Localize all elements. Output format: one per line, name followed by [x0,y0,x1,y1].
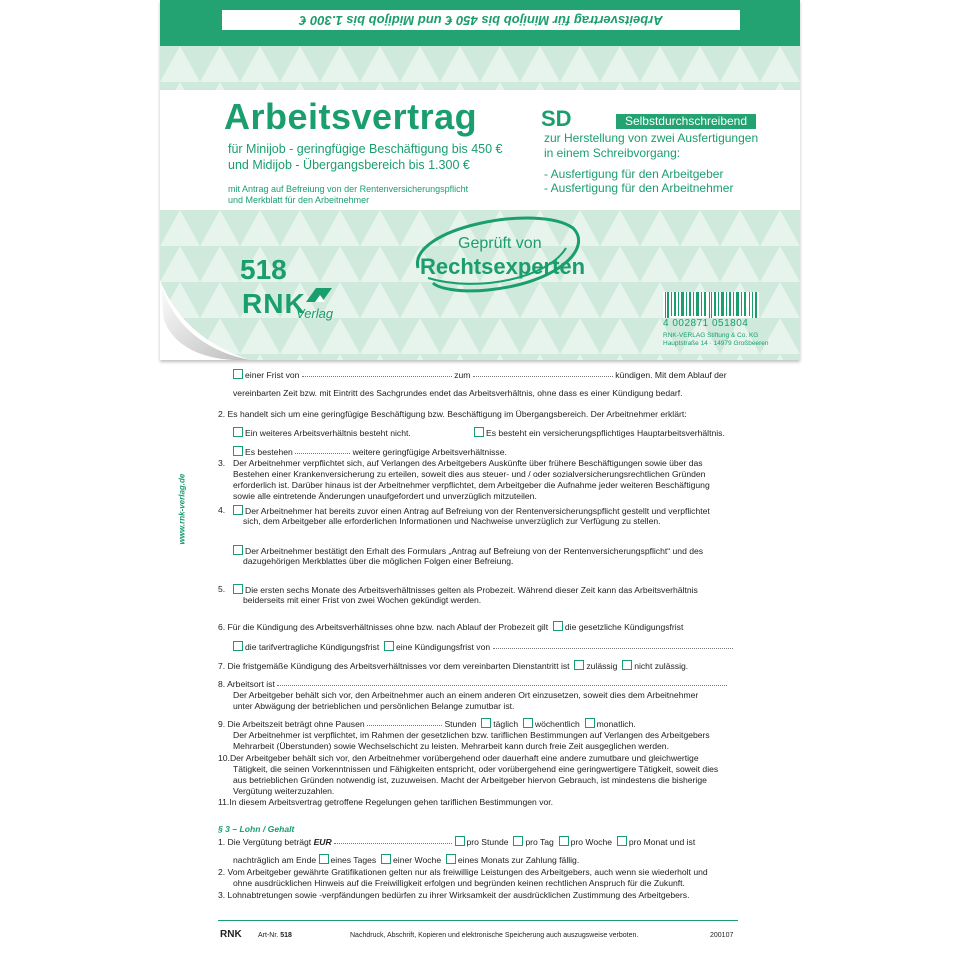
footer-brand: RNK [220,929,242,940]
checkbox[interactable] [233,505,243,515]
checkbox[interactable] [233,369,243,379]
text-line: Vergütung weiterzuzahlen. [233,786,335,796]
clause-9: 9. Die Arbeitszeit beträgt ohne Pausen Stunden täglich wöchentlich monatlich. [218,719,636,729]
option-probezeit[interactable]: Die ersten sechs Monate des Arbeitsverhältnisses gelten als Probezeit. Während dieser Zeit kann das Arbeitsverhältnis [233,584,698,595]
brand-subtitle: Verlag [296,306,334,321]
subtitle-line: mit Antrag auf Befreiung von der Rentenversicherungspflicht [228,184,469,194]
text-line: sich, dem Arbeitgeber alle erforderlichen Informationen und Nachweise unverzüglich zur Verfügung zu stellen. [243,516,661,526]
checkbox[interactable] [381,854,391,864]
option-main-job[interactable]: Es besteht ein versicherungspflichtiges Hauptarbeitsverhältnis. [474,427,725,438]
side-url [172,450,192,545]
checkbox[interactable] [446,854,456,864]
lohn-line-1: 1. Die Vergütung beträgt EUR pro Stunde pro Tag pro Woche pro Monat und ist [218,837,696,847]
sd-text: in einem Schreibvorgang: [544,146,681,160]
checkbox[interactable] [233,427,243,437]
footer-rule [218,920,738,921]
text-line: Der Arbeitgeber behält sich vor, den Arbeitnehmer auch an einem anderen Ort einzusetzen, soweit dies dem Arbeitnehmer [233,690,699,700]
clause-6: 6. Für die Kündigung des Arbeitsverhältnisses ohne bzw. nach Ablauf der Probezeit gilt die gesetzliche Kündigungsfrist [218,622,684,632]
footer-art: Art-Nr. 518 [258,932,292,939]
triangle-pattern [160,46,800,90]
checkbox[interactable] [574,660,584,670]
text-line: 10.Der Arbeitgeber behält sich vor, den Arbeitnehmer vorübergehend oder dauerhaft eine andere zumutbare und gleichwertige [218,753,699,763]
checkbox[interactable] [455,836,465,846]
clause-number: 5. [218,584,226,594]
page-title: Arbeitsvertrag [224,96,478,137]
option-formular-erhalten[interactable]: Der Arbeitnehmer bestätigt den Erhalt des Formulars „Antrag auf Befreiung von der Rentenversicherungspflicht“ und des [233,545,703,556]
form-number: 518 [240,254,287,285]
option-no-other-job[interactable]: Ein weiteres Arbeitsverhältnis besteht nicht. [233,427,411,438]
checkbox[interactable] [523,718,533,728]
checkbox[interactable] [617,836,627,846]
subtitle-line: und Merkblatt für den Arbeitnehmer [228,195,370,205]
clause-number: 4. [218,505,226,515]
text-line: 2. Vom Arbeitgeber gewährte Gratifikationen gelten nur als freiwillige Leistungen des Arbeitgebers, auch wenn sie wiederholt und [218,867,708,877]
text-line: Der Arbeitnehmer ist verpflichtet, im Rahmen der gesetzlichen bzw. tariflichen Bestimmungen auf Verlangen des Arbeitgebers [233,730,710,740]
checkbox[interactable] [481,718,491,728]
text-line: vereinbarten Zeit bzw. mit Eintritt des Sachgrundes endet das Arbeitsverhältnis, ohne dass es einer Kündigung bedarf. [233,388,683,398]
subtitle-line: für Minijob - geringfügige Beschäftigung bis 450 € [228,142,503,156]
logo-mark-icon [306,288,332,302]
seal-text: Geprüft von [458,235,542,252]
website-text: www.rnk-verlag.de [177,473,187,545]
checkbox[interactable] [233,545,243,555]
checkbox[interactable] [553,621,563,631]
sd-label: SD [541,106,572,131]
text-line: beiderseits mit einer Frist von zwei Wochen gekündigt werden. [243,595,482,605]
checkbox[interactable] [233,446,243,456]
seal-text: Rechtsexperten [420,254,586,279]
clause-8: 8. Arbeitsort ist [218,679,727,689]
brand-logo: RNK [242,288,306,319]
text-line: erforderlich ist. Darüber hinaus ist der Arbeitnehmer verpflichtet, dem Arbeitgeber die Aufnahme jeder weiteren Beschäftigung [233,480,710,490]
text-line: sowie alle eintretende Änderungen unaufgefordert und unverzüglich mitzuteilen. [233,491,537,501]
text-line: Der Arbeitnehmer verpflichtet sich, auf Verlangen des Arbeitgebers Auskünfte über frühere Beschäftigungen sowie über das [233,458,703,468]
checkbox[interactable] [513,836,523,846]
checkbox[interactable] [622,660,632,670]
checkbox[interactable] [233,641,243,651]
footer-code: 200107 [710,932,734,939]
checkbox[interactable] [474,427,484,437]
clause-7: 7. Die fristgemäße Kündigung des Arbeitsverhältnisses vor dem vereinbarten Dienstantritt ist zulässig nicht zulässig. [218,661,689,671]
text-line: 11.In diesem Arbeitsvertrag getroffene Regelungen gehen tariflichen Bestimmungen vor. [218,797,554,807]
sd-text: - Ausfertigung für den Arbeitgeber [544,167,724,181]
self-copy-badge: Selbstdurchschreibend [616,114,756,129]
footer-notice: Nachdruck, Abschrift, Kopieren und elektronische Speicherung auch auszugsweise verboten. [350,932,639,939]
lohn-line-2: nachträglich am Ende eines Tages einer Woche eines Monats zur Zahlung fällig. [233,855,580,865]
text-line: unter Abwägung der betrieblichen und persönlichen Belange zumutbar ist. [233,701,515,711]
checkbox[interactable] [319,854,329,864]
sd-text: - Ausfertigung für den Arbeitnehmer [544,181,734,195]
cover-sheet [160,0,800,360]
checkbox[interactable] [384,641,394,651]
text-line: ohne ausdrücklichen Hinweis auf die Freiwilligkeit erfolgen und begründen keinen rechtlichen Anspruch für die Zukunft. [233,878,685,888]
clause-number: 3. [218,458,226,468]
text-line: dazugehörigen Merkblattes über die möglichen Folgen einer Befreiung. [243,556,514,566]
option-further-jobs[interactable]: Es bestehen weitere geringfügige Arbeitsverhältnisse. [233,446,507,457]
text-line: Bestehen einer Krankenversicherung zu erteilen, soweit dies aus steuer- und / oder sozialversicherungsrechtlichen Gründen [233,469,706,479]
checkbox[interactable] [233,584,243,594]
text-line: 3. Lohnabtretungen sowie -verpfändungen bedürfen zu ihrer Wirksamkeit der ausdrücklichen Zustimmung des Arbeitgebers. [218,890,690,900]
text-line: Tätigkeit, die seinen Vorkenntnissen und Fähigkeiten entspricht, oder vorübergehend eine geringwertigere Tätigkeit, soweit dies [233,764,719,774]
sd-text: zur Herstellung von zwei Ausfertigungen [544,131,759,145]
text-line: aus betrieblichen Gründen notwendig ist, zuzuweisen. Macht der Arbeitgeber hiervon Gebrauch, ist mindestens die bisherige [233,775,707,785]
section-heading: § 3 – Lohn / Gehalt [218,824,295,834]
barcode-icon [663,292,759,318]
clause-2: 2. Es handelt sich um eine geringfügige Beschäftigung bzw. Beschäftigung im Übergangsbereich. Der Arbeitnehmer erklärt: [218,409,687,419]
checkbox[interactable] [585,718,595,728]
text-line: Mehrarbeit (Überstunden) sowie Wechselschicht zu leisten. Mehrarbeit kann durch freie Zeit ausgeglichen werden. [233,741,669,751]
frist-line: einer Frist von zum kündigen. Mit dem Ablauf der [233,369,727,380]
barcode-number: 4 002871 051804 [663,318,749,329]
banner-text: Arbeitsvertrag für Minijob bis 450 € und Midijob bis 1.300 € [222,10,740,30]
publisher-name: RNK-VERLAG Stiftung & Co. KG [663,332,759,339]
publisher-address: Hauptstraße 14 · 14979 Großbeeren [663,340,769,347]
subtitle-line: und Midijob - Übergangsbereich bis 1.300 € [228,158,470,172]
page-curl [160,280,250,360]
option-befreiung-gestellt[interactable]: Der Arbeitnehmer hat bereits zuvor einen Antrag auf Befreiung von der Rentenversicherungspflicht gestellt und verpflichtet [233,505,710,516]
seal-swoosh-icon [398,208,588,298]
checkbox[interactable] [559,836,569,846]
top-banner [160,0,800,46]
option-kuendigungsfrist[interactable]: die tarifvertragliche Kündigungsfrist eine Kündigungsfrist von [233,641,733,652]
